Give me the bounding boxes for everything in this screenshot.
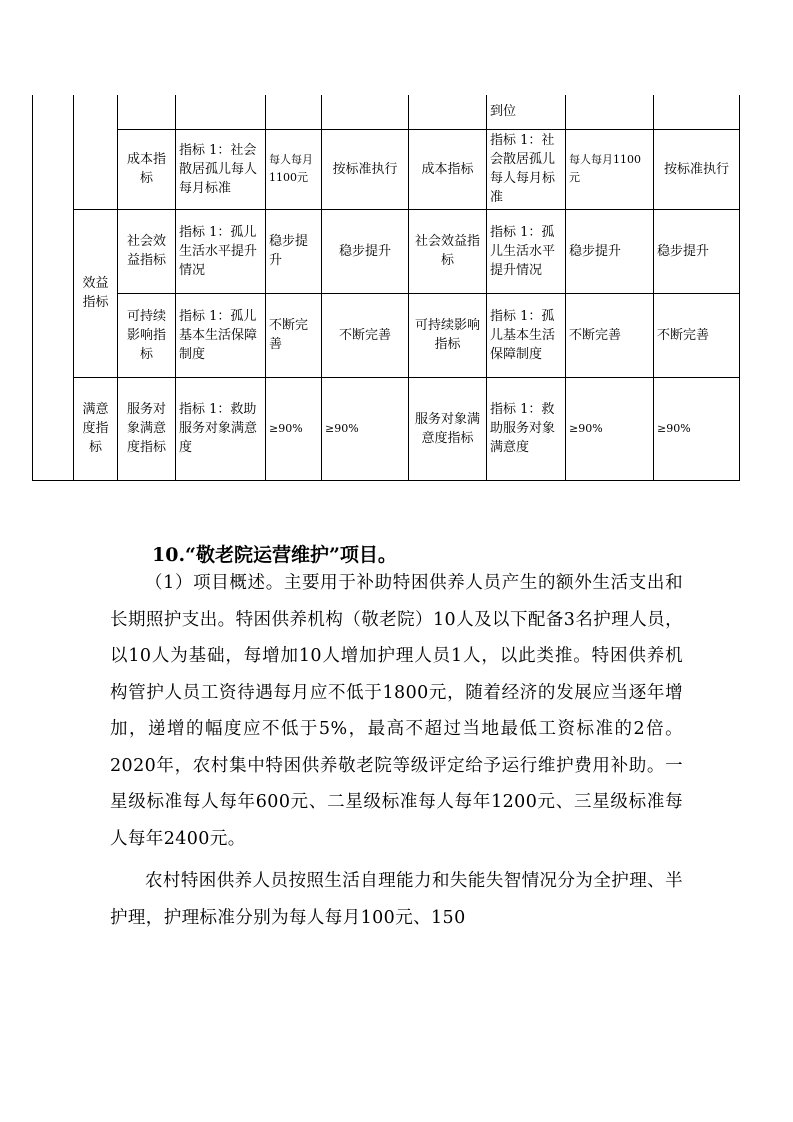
table-cell — [176, 95, 266, 129]
table-cell: 每人每月1100元 — [266, 129, 322, 209]
table-cell: 每人每月1100元 — [566, 129, 654, 209]
paragraph-care-levels: 农村特困供养人员按照生活自理能力和失能失智情况分为全护理、半护理，护理标准分别为每人每月100元、150 — [110, 871, 683, 928]
table-cell: 成本指标 — [409, 129, 487, 209]
table-cell — [33, 95, 74, 480]
table-row — [33, 129, 740, 209]
table-cell — [118, 95, 176, 129]
table-cell: 社会效益指标 — [118, 209, 176, 293]
table-cell: 指标 1：社会散居孤儿每人每月标准 — [176, 129, 266, 209]
section-body — [110, 565, 683, 936]
table-cell: 指标 1：孤儿基本生活保障制度 — [487, 293, 566, 377]
table-row — [33, 209, 740, 293]
table-cell: ≥90% — [566, 377, 654, 480]
table-cell — [74, 95, 118, 209]
table-cell — [654, 95, 740, 129]
table-cell — [566, 95, 654, 129]
table-cell: 指标 1：救助服务对象满意度 — [487, 377, 566, 480]
table-cell: 社会效益指标 — [409, 209, 487, 293]
paragraph-overview: （1）项目概述。主要用于补助特困供养人员产生的额外生活支出和长期照护支出。特困供养机构（敬老院）10人及以下配备3名护理人员，以10人为基础，每增加10人增加护理人员1人，以此类推。特困供养机构管护人员工资待遇每月应不低于1800元，随着经济的发展应当逐年增加，递增的幅度应不低于5%，最高不超过当地最低工资标准的2倍。2020年，农村集中特困供养敬老院等级评定给予运行维护费用补助。一星级标准每人每年600元、二星级标准每人每年1200元、三星级标准每人每年2400元。 — [110, 573, 683, 849]
table-cell: 效益指标 — [74, 209, 118, 377]
table-cell: ≥90% — [266, 377, 322, 480]
table-row — [33, 293, 740, 377]
table-cell: 不断完善 — [322, 293, 409, 377]
table-cell: 不断完善 — [266, 293, 322, 377]
table-row — [33, 95, 740, 129]
table-cell — [322, 95, 409, 129]
table-cell: 可持续影响指标 — [118, 293, 176, 377]
section-heading: 10.“敬老院运营维护”项目。 — [152, 544, 397, 566]
table-cell: 稳步提升 — [266, 209, 322, 293]
table-row — [33, 377, 740, 480]
table-cell: 指标 1：孤儿基本生活保障制度 — [176, 293, 266, 377]
table-cell: 服务对象满意度指标 — [118, 377, 176, 480]
table-cell — [266, 95, 322, 129]
table-cell: 稳步提升 — [322, 209, 409, 293]
table-cell: ≥90% — [654, 377, 740, 480]
table-cell: 按标准执行 — [654, 129, 740, 209]
table-cell: 按标准执行 — [322, 129, 409, 209]
table-cell: 成本指标 — [118, 129, 176, 209]
table-cell: 指标 1：孤儿生活水平提升情况 — [176, 209, 266, 293]
table-cell: 指标 1：孤儿生活水平提升情况 — [487, 209, 566, 293]
table-cell: ≥90% — [322, 377, 409, 480]
table-cell: 指标 1：社会散居孤儿每人每月标准 — [487, 129, 566, 209]
table-cell: 可持续影响指标 — [409, 293, 487, 377]
table-cell: 不断完善 — [654, 293, 740, 377]
table-cell: 稳步提升 — [566, 209, 654, 293]
table-cell: 服务对象满意度指标 — [409, 377, 487, 480]
table-cell: 满意度指标 — [74, 377, 118, 480]
table-cell: 不断完善 — [566, 293, 654, 377]
table-cell — [409, 95, 487, 129]
table-cell: 到位 — [487, 95, 566, 129]
performance-indicator-table — [32, 95, 740, 481]
table-cell: 指标 1：救助服务对象满意度 — [176, 377, 266, 480]
table-cell: 稳步提升 — [654, 209, 740, 293]
